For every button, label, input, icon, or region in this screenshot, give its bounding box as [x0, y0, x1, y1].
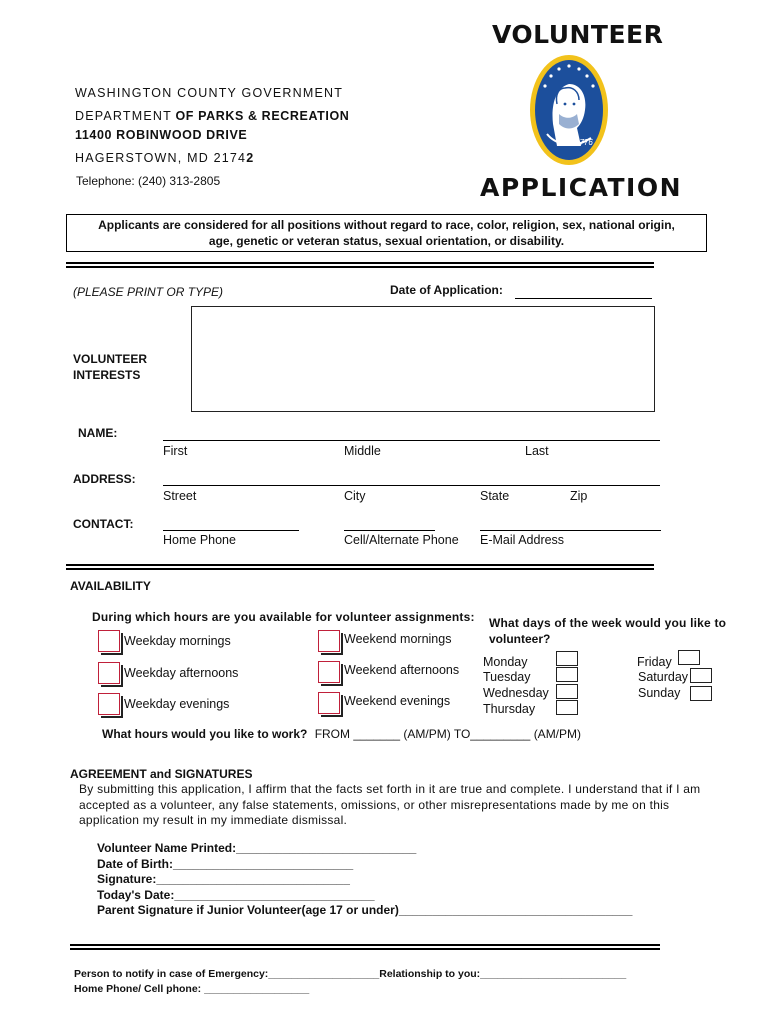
day-thursday-checkbox[interactable] [556, 700, 578, 715]
interests-label-2: INTERESTS [73, 368, 141, 382]
interests-label-1: VOLUNTEER [73, 352, 148, 366]
seal-year: 1776 [575, 138, 593, 147]
weekday-afternoons-label: Weekday afternoons [124, 666, 239, 680]
signature-field[interactable]: Signature:_____________________________ [97, 872, 350, 886]
print-note: (PLEASE PRINT OR TYPE) [73, 285, 224, 299]
day-tuesday-label: Tuesday [483, 670, 531, 684]
address-street-label: Street [163, 489, 197, 503]
email-label: E-Mail Address [480, 533, 565, 547]
date-field[interactable] [515, 298, 652, 299]
agreement-line-2: accepted as a volunteer, any false statements, omissions, or other misrepresentations made by me on this [79, 797, 670, 812]
contact-label: CONTACT: [73, 517, 134, 531]
availability-heading: AVAILABILITY [70, 579, 151, 593]
cell-phone-label: Cell/Alternate Phone [344, 533, 459, 547]
day-saturday-checkbox[interactable] [690, 668, 712, 683]
day-friday-checkbox[interactable] [678, 650, 700, 665]
home-phone-field[interactable] [163, 530, 299, 531]
name-field[interactable] [163, 440, 660, 441]
dept-prefix: DEPARTMENT [75, 109, 172, 123]
title-application: APPLICATION [480, 173, 683, 202]
weekend-evenings-checkbox[interactable] [318, 692, 340, 714]
org-name: WASHINGTON COUNTY GOVERNMENT [75, 86, 344, 100]
volunteer-name-printed-field[interactable]: Volunteer Name Printed:___________________________ [97, 841, 417, 855]
day-saturday-label: Saturday [638, 670, 689, 684]
date-label: Date of Application: [390, 283, 503, 297]
notice-line-2: age, genetic or veteran status, sexual orientation, or disability. [208, 234, 565, 248]
name-middle-label: Middle [344, 444, 381, 458]
agreement-paragraph [79, 782, 724, 829]
weekend-afternoons-checkbox[interactable] [318, 661, 340, 683]
volunteer-interests-box[interactable] [191, 306, 655, 412]
agreement-heading: AGREEMENT and SIGNATURES [70, 767, 253, 781]
todays-date-field[interactable]: Today's Date:______________________________ [97, 888, 375, 902]
address-state-label: State [480, 489, 510, 503]
parent-signature-field[interactable]: Parent Signature if Junior Volunteer(age 17 or under)___________________________________ [97, 903, 633, 917]
address-zip-label: Zip [570, 489, 588, 503]
weekday-afternoons-checkbox[interactable] [98, 662, 120, 684]
divider [66, 564, 654, 570]
date-of-birth-field[interactable]: Date of Birth:___________________________ [97, 857, 354, 871]
cell-phone-field[interactable] [344, 530, 435, 531]
day-sunday-label: Sunday [638, 686, 681, 700]
agreement-line-3: application my result in my immediate dismissal. [79, 813, 348, 827]
weekday-evenings-label: Weekday evenings [124, 697, 230, 711]
day-friday-label: Friday [637, 655, 672, 669]
city-suffix: 2 [246, 151, 254, 165]
address-city-label: City [344, 489, 366, 503]
days-question-2: volunteer? [489, 632, 551, 646]
dept-name: OF PARKS & RECREATION [175, 109, 350, 123]
equal-opportunity-notice [66, 214, 707, 252]
weekday-mornings-label: Weekday mornings [124, 634, 231, 648]
work-hours-field[interactable]: FROM _______ (AM/PM) TO_________ (AM/PM) [314, 727, 582, 741]
city-prefix: HAGERSTOWN, MD 2174 [75, 151, 247, 165]
weekend-mornings-label: Weekend mornings [344, 632, 452, 646]
title-volunteer: VOLUNTEER [492, 20, 664, 49]
street-address: 11400 ROBINWOOD DRIVE [75, 128, 248, 142]
weekend-afternoons-label: Weekend afternoons [344, 663, 460, 677]
weekend-mornings-checkbox[interactable] [318, 630, 340, 652]
days-question-1: What days of the week would you like to [489, 616, 727, 630]
notice-line-1: Applicants are considered for all positions without regard to race, color, religion, sex, national origin, [98, 218, 675, 232]
work-hours-label: What hours would you like to work? [102, 727, 308, 741]
day-tuesday-checkbox[interactable] [556, 667, 578, 682]
name-label: NAME: [78, 426, 118, 440]
email-field[interactable] [480, 530, 661, 531]
city-line [75, 149, 254, 167]
weekday-evenings-checkbox[interactable] [98, 693, 120, 715]
weekday-mornings-checkbox[interactable] [98, 630, 120, 652]
day-wednesday-label: Wednesday [483, 686, 549, 700]
address-label: ADDRESS: [73, 472, 136, 486]
day-monday-label: Monday [483, 655, 528, 669]
divider [66, 262, 654, 268]
emergency-contact-field[interactable]: Person to notify in case of Emergency:___________________Relationship to you:_________________________ [74, 968, 627, 980]
agreement-line-1: By submitting this application, I affirm that the facts set forth in it are true and complete. I understand that if I am [79, 782, 701, 796]
address-field[interactable] [163, 485, 660, 486]
day-monday-checkbox[interactable] [556, 651, 578, 666]
home-phone-label: Home Phone [163, 533, 236, 547]
weekend-evenings-label: Weekend evenings [344, 694, 451, 708]
emergency-phone-field[interactable]: Home Phone/ Cell phone: __________________ [74, 983, 310, 995]
day-thursday-label: Thursday [483, 702, 536, 716]
day-sunday-checkbox[interactable] [690, 686, 712, 701]
work-hours-line [102, 727, 581, 741]
name-first-label: First [163, 444, 188, 458]
divider [70, 944, 660, 950]
hours-question: During which hours are you available for volunteer assignments: [92, 610, 475, 624]
department-line [75, 109, 349, 123]
day-wednesday-checkbox[interactable] [556, 684, 578, 699]
telephone: Telephone: (240) 313-2805 [76, 174, 221, 188]
name-last-label: Last [525, 444, 549, 458]
county-seal [529, 54, 609, 166]
